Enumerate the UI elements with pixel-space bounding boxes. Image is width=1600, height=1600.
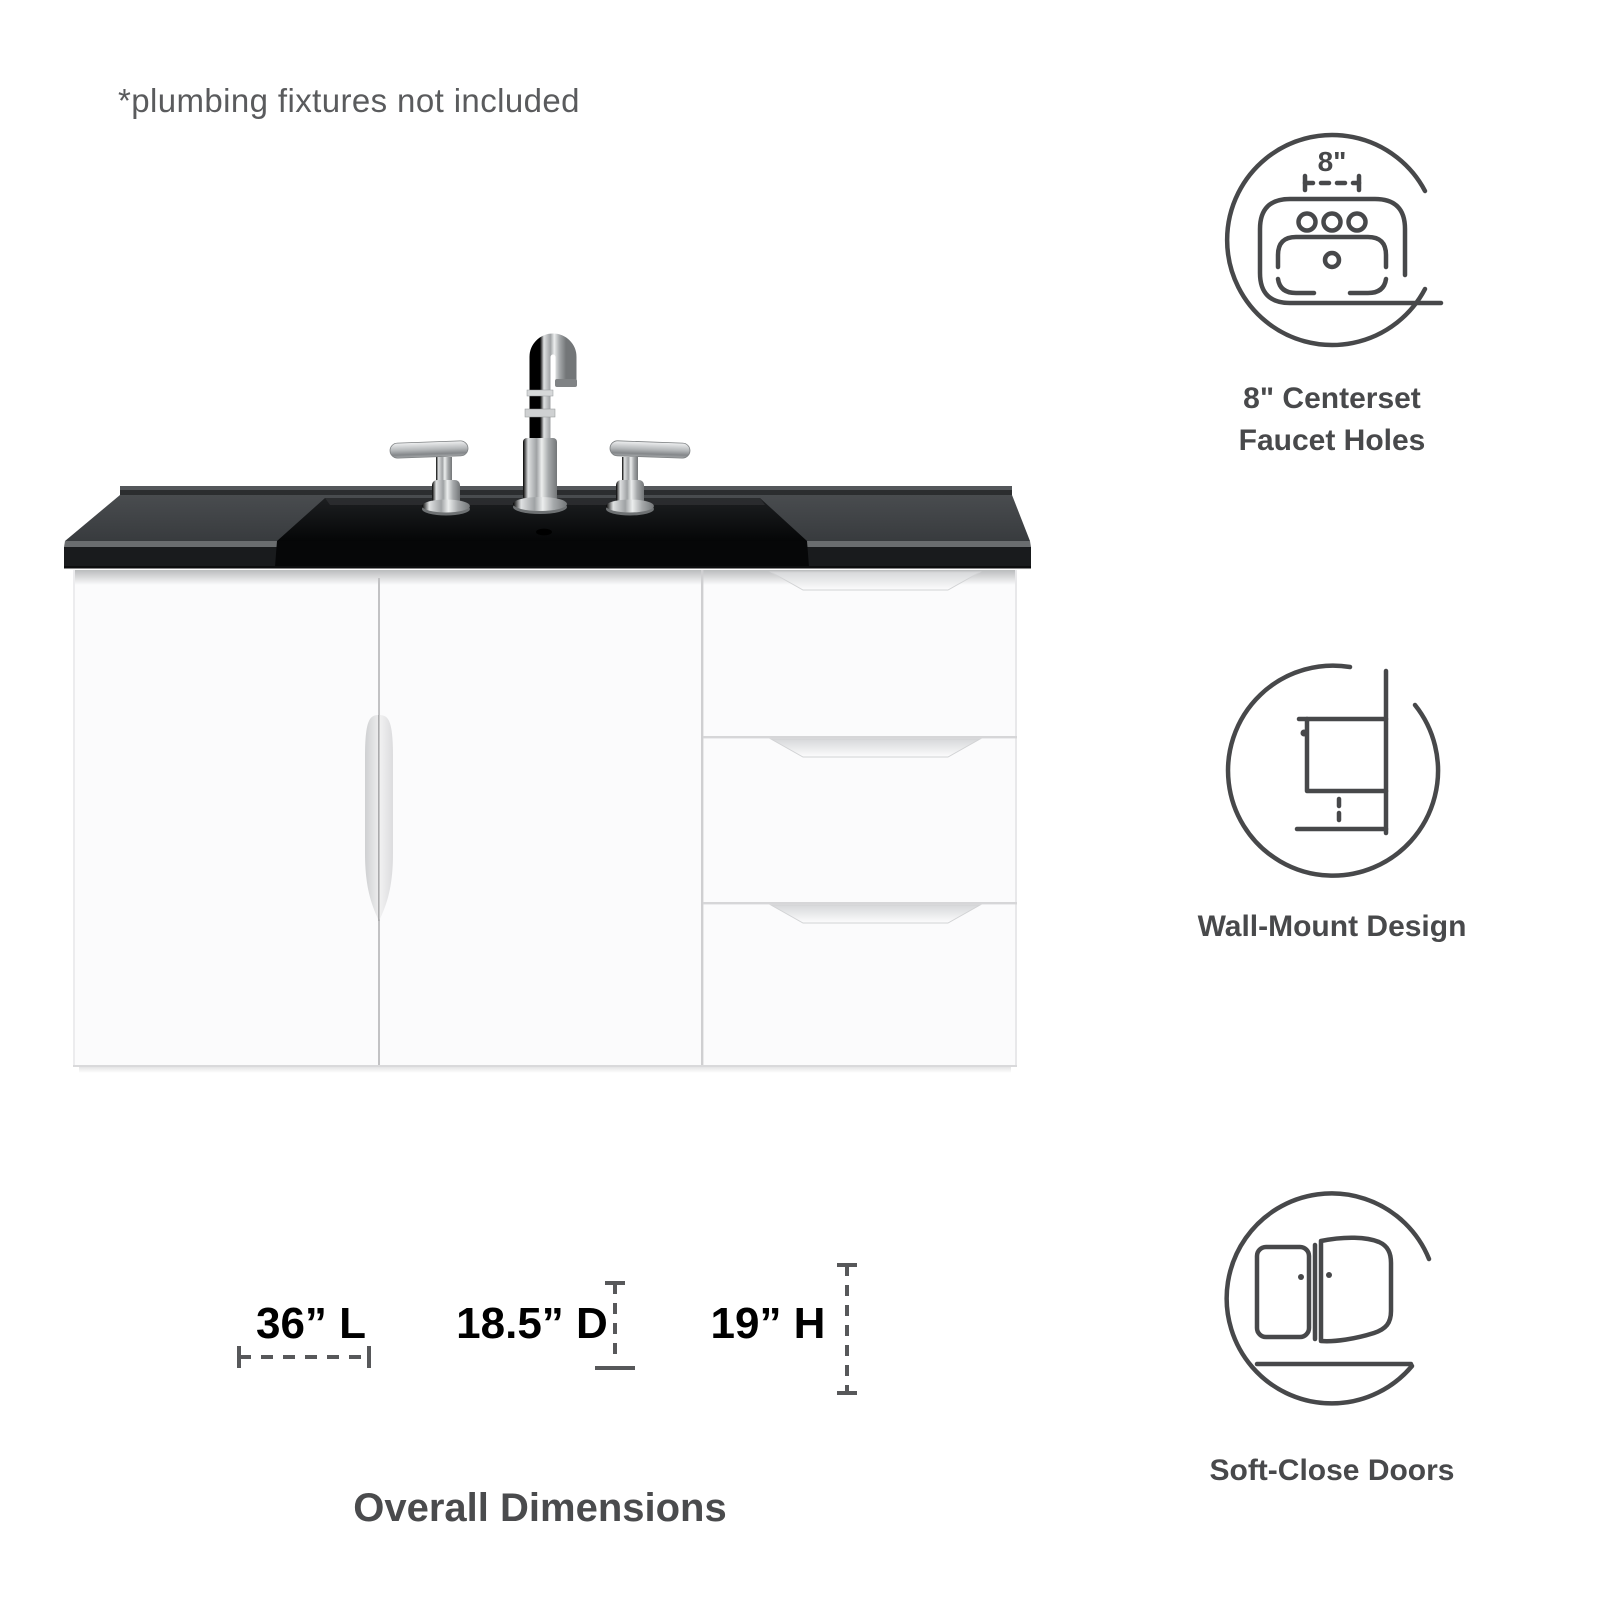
length-measure-line: [236, 1342, 372, 1372]
soft-close-doors-icon: [1215, 1181, 1449, 1415]
height-measure-line: [825, 1261, 869, 1397]
sink-overflow-hole: [536, 529, 552, 536]
depth-measure-line: [593, 1279, 637, 1375]
drawer-divider: [703, 902, 1017, 904]
dimensions-caption: Overall Dimensions: [353, 1486, 727, 1530]
feature-label-centerset: 8" Centerset Faucet Holes: [1238, 382, 1426, 457]
dimension-length: 36” L: [255, 1299, 367, 1348]
dimension-depth: 18.5” D: [456, 1299, 608, 1348]
dimension-height: 19” H: [710, 1299, 826, 1348]
cabinet: [73, 570, 1017, 1073]
feature-label-soft-close: Soft-Close Doors: [1209, 1454, 1455, 1487]
icon-measure-label: 8": [1317, 146, 1347, 177]
vanity-product-image: [55, 295, 1040, 1085]
drawer-handle-notch: [771, 572, 980, 590]
faucet-holes-icon: [1215, 123, 1449, 357]
disclaimer-note: *plumbing fixtures not included: [118, 82, 580, 119]
door-drawer-seam: [701, 570, 703, 1067]
drawer-handle-notch: [771, 905, 980, 923]
feature-label-wall-mount: Wall-Mount Design: [1197, 910, 1467, 943]
wall-mount-icon: [1215, 653, 1449, 887]
drawer-handle-notch: [771, 739, 980, 757]
drawer-divider: [703, 736, 1017, 738]
